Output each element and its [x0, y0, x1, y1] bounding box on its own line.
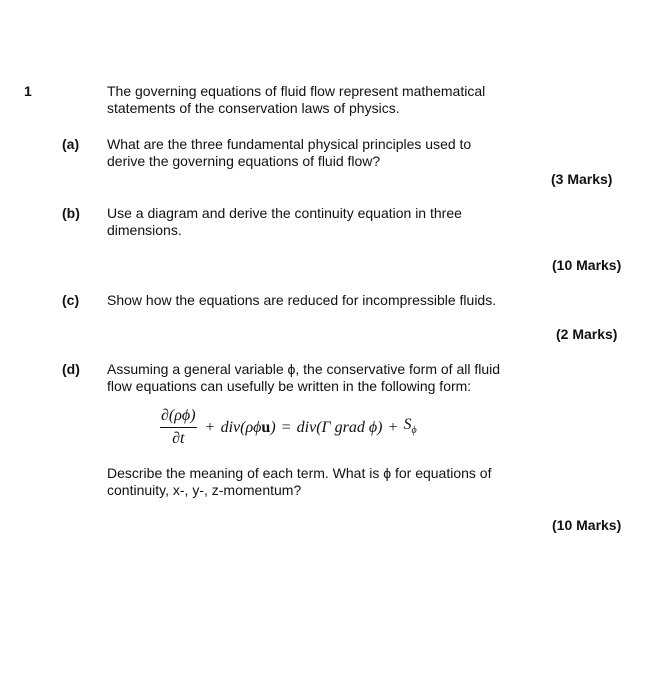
source-term	[404, 416, 417, 439]
convection-term	[221, 419, 276, 436]
source-symbol: S	[403, 415, 412, 433]
part-d-marks: (10 Marks)	[552, 517, 622, 533]
source-subscript: ϕ	[411, 424, 417, 436]
part-d-text	[107, 361, 547, 395]
part-a-line-2: derive the governing equations of fluid flow?	[107, 153, 381, 169]
part-b-line-1: Use a diagram and derive the continuity equation in three	[107, 205, 462, 221]
time-derivative-fraction	[160, 407, 197, 448]
part-a-marks: (3 Marks)	[551, 171, 613, 187]
part-d-line-2: flow equations can usefully be written in the following form:	[107, 378, 472, 394]
transport-equation	[160, 402, 420, 452]
part-d-line-1: Assuming a general variable ϕ, the conservative form of all fluid	[107, 361, 501, 377]
intro-line-1: The governing equations of fluid flow represent mathematical	[107, 83, 486, 99]
equals-sign: =	[281, 418, 291, 436]
part-b-label: (b)	[62, 205, 80, 221]
part-d-after-line-1: Describe the meaning of each term. What is ϕ for equations of	[107, 465, 492, 481]
part-a-line-1: What are the three fundamental physical principles used to	[107, 136, 472, 152]
intro-line-2: statements of the conservation laws of physics.	[107, 100, 400, 116]
part-b-marks: (10 Marks)	[552, 257, 622, 273]
part-c-text	[107, 292, 547, 309]
plus-sign-1: +	[205, 418, 215, 436]
part-c-line-1: Show how the equations are reduced for incompressible fluids.	[107, 292, 497, 308]
part-c-label: (c)	[62, 292, 80, 308]
velocity-vector: u	[261, 418, 271, 436]
part-a-label: (a)	[62, 136, 80, 152]
convection-prefix: div(ρϕ	[220, 418, 262, 436]
diffusion-term: div(Γ grad ϕ)	[296, 418, 383, 436]
part-a-text	[107, 136, 547, 170]
fraction-denominator: ∂t	[172, 429, 185, 447]
part-b-text	[107, 205, 547, 239]
part-c-marks: (2 Marks)	[556, 326, 618, 342]
question-intro	[107, 83, 547, 117]
question-number: 1	[24, 83, 32, 99]
part-d-label: (d)	[62, 361, 80, 377]
part-b-line-2: dimensions.	[107, 222, 182, 238]
convection-suffix: )	[270, 418, 276, 436]
part-d-question	[107, 465, 547, 499]
fraction-numerator: ∂(ρϕ)	[160, 407, 197, 428]
plus-sign-2: +	[388, 418, 398, 436]
part-d-after-line-2: continuity, x-, y-, z-momentum?	[107, 482, 302, 498]
